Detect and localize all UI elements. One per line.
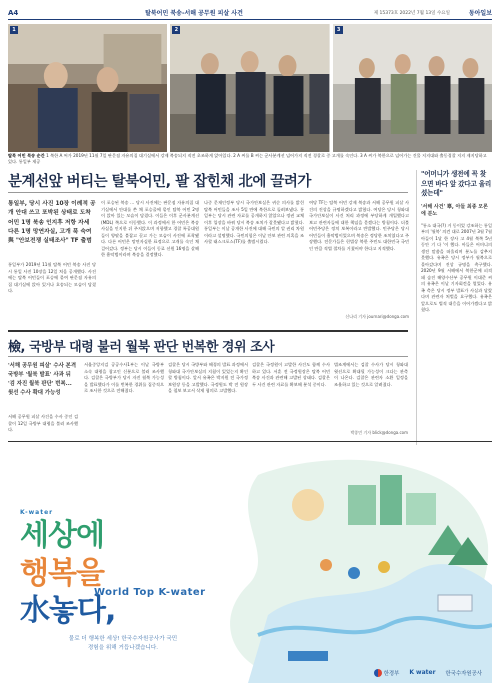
photo-3-image: [333, 24, 492, 152]
ad-title-line-1: 세상에: [20, 518, 104, 553]
page-number: A4: [8, 8, 19, 17]
ad-logos: [374, 669, 482, 678]
ad-separator: [8, 441, 492, 442]
section-title: 탈북어민 북송-서해 공무원 피살 사건: [145, 10, 243, 17]
photo-1-number: 1: [10, 26, 18, 34]
main-column-1: 통일부가 2019년 11월 탈북 어민 북송 사진 당시 통일 사진 10장을 12일 처음 공개했다. 사진에는 탈북 어민들이 포승에 묶여 판문점 자유의집 대기실에 앉아 있거나 호송되는 모습이 담겼다.: [8, 262, 96, 293]
photo-strip: [8, 24, 492, 152]
ad-title: [20, 517, 115, 630]
article2-lead: '서해 공무원 피살' 수사 본격 국방부 '월북 발표' 사과 뒤 '검 자진 월북 판단' 번복... 윗선 수사 확대 가능성: [8, 363, 77, 396]
sidebar-subhead: '서해 사건' 辜, 아들 최종 모론에 분노: [421, 203, 488, 217]
photo-1: [8, 24, 167, 152]
caption-text: 1 북한 A 씨가 2019년 11월 7일 판문점 자유의집 대기실에서 강제 북송되지 직전 초조하게 앉아있다. 2 A 씨를 B 씨는 군사분계선 넘어가지 직전 경찰로 중 고개를 숙인다. 3 A 씨가 북한으로 넘어가는 건물 저지대와 출동경찰 저지 제지당하고 있다. 통일부 제공: [8, 153, 487, 164]
ad-copy: 물로 더 행복한 세상! 한국수자원공사가 국민경험을 위해 거듭나겠습니다.: [68, 636, 178, 651]
article2-column-5: 법조계에서는 검찰 수사가 당시 청와대 윗선으로 확대될 가능성이 크다는 관측이 나온다. 검찰은 관련자 소환 일정을 조율하고 있는 것으로 알려졌다.: [334, 362, 408, 387]
photo-2: [170, 24, 329, 152]
article2-top-rule: [8, 330, 408, 332]
main-byline: 신나리 기자 journari@donga.com: [345, 314, 409, 319]
main-headline: 분계선앞 버티는 탈북어민, 팔 잡힌채 北에 끌려가: [8, 174, 311, 190]
sidebar-body: "통소 대국(?) 거 동이었 강조하는 통일부의 '월북' 의견 대로 2007년 3월 7월 아들이 1달 한 장사 고 4월 북쪽 5년 동안 기 다 '이 했다. 아들은 어머니의 생전 말씀을 떠올리며 분노를 감추지 못했다. 유족은 당시 정부가 월북으로 몰아갔다며 진상 규명을 촉구했다. 2020년 9월 서해에서 북한군에 피격돼 숨진 해양수산부 공무원 이대준 씨의 유족은 이날 기자회견을 열었다. 유족 측은 당시 정부 발표가 사실과 달랐다며 관련자 처벌을 요구했다. 유족은 앞으로도 법적 대응을 이어가겠다고 밝혔다.: [421, 222, 492, 313]
ad-brand-tag: K-water: [20, 509, 54, 516]
photo-3: [333, 24, 492, 152]
article2-headline: 檢, 국방부 대령 불러 월북 판단 번복한 경위 조사: [8, 340, 275, 355]
photo-1-image: [8, 24, 167, 152]
main-column-3: 나중 문재인정부 당시 국가안보실은 귀순 의사를 밝힌 탈북 어민들을 조사 5일 만에 북한으로 돌려보냈다. 통일부는 당시 관련 자료를 공개하지 않았으나 정권 교체 이후 입장을 바꿔 당시 북송 조치가 잘못됐다고 밝혔다. 통일부는 이날 공개한 사진에 대해 국민의 알 권리 차원이라고 설명했다. 국민의힘은 이날 안보 관련 의혹을 조사할 태스크포스(TF)를 출범시켰다.: [204, 200, 304, 244]
main-column-4: 여당 TF는 탈북 어민 강제 북송과 서해 공무원 피살 사건의 진상을 규명하겠다고 밝혔다. 여당은 당시 청와대 국가안보실이 사건 처리 과정에 부당하게 개입했다고 보고 관련자들에 대한 책임을 묻겠다는 방침이다. 더불어민주당은 정치 보복이라고 반발했다. 민주당은 당시 어민들이 흉악범이었으며 북송은 정당한 조치였다고 주장했다. 전문가들은 헌법상 북한 주민도 대한민국 국민인 만큼 적법 절차를 거쳤어야 한다고 지적했다.: [309, 200, 409, 251]
ad-title-line-2: 행복을: [20, 555, 104, 591]
photo-3-number: 3: [335, 26, 343, 34]
main-column-2: 이 포승된 북송 ... 당시 사진에는 판문점 자유의집 대기실에서 안대를 쓴 채 포승줄에 묶인 탈북 어민 2명이 앉아 있는 모습이 담겼다. 이들은 이후 군사분계선(MDL) 쪽으로 이동했다. 이 과정에서 한 어민은 북송 사실을 인지한 뒤 주저앉으며 저항했고 경찰 특공대원들이 양팔을 붙잡고 끌고 가는 모습이 사진에 포착됐다. 다른 어민은 망연자실한 표정으로 고개를 숙인 채 걸어갔다. 정부는 당시 이들이 동료 선원 16명을 살해한 흉악범이라며 북송을 결정했다.: [101, 200, 199, 257]
advertisement[interactable]: [8, 445, 492, 683]
sidebar-quote: "어머니가 생전에 꼭 찾으면 바다 앞 갔다고 울리셨는데": [421, 170, 492, 198]
article2-byline: 박종민 기자 blick@donga.com: [350, 430, 408, 435]
article2-column-3: 검찰은 당시 국방부와 해경의 발표 과정에서 청와대 국가안보실의 지침이 있었는지 확인할 방침이다. 앞서 유족은 박지원 전 국가정보원장 등을 고발했다. 국정원도 박 전 원장을 첩보 보고서 삭제 혐의로 고발했다.: [168, 362, 248, 393]
article2-column-1: 서해 공무원 피살 사건을 수사 중인 검찰이 12일 국방부 대령을 불러 조사했다.: [8, 414, 78, 432]
masthead: [8, 6, 492, 20]
taegeuk-icon: [374, 669, 382, 677]
photo-2-number: 2: [172, 26, 180, 34]
article2-column-2: 서울중앙지검 공공수사1부는 이날 국방부 소속 대령을 참고인 신분으로 불러 조사했다. 검찰은 국방부가 당시 자진 월북 가능성을 발표했다가 이를 번복한 경위를 집중적으로 조사한 것으로 전해졌다.: [84, 362, 164, 393]
kwater-logo: K water: [409, 669, 436, 677]
photo-2-image: [170, 24, 329, 152]
photo-caption: [8, 153, 492, 164]
article2-column-4: 검찰은 국정원이 고발한 사건도 함께 수사하고 있다. 서훈 전 국정원장은 탈북 어민 북송 사건과 관련해 고발된 상태다. 검찰은 두 사건 관련 자료를 확보해 분석 중이다.: [252, 362, 330, 387]
main-lead: 통일부, 당시 사진 10장 이례적 공개 안대 쓰고 포박된 상태로 도착 어민 1명 북송 인지후 저항 자세 다른 1명 망연자실, 고개 푹 숙여 與 "안보전쟁 실태조사" TF 출범: [8, 201, 96, 245]
caption-label: 탈북 어민 북송 순간: [8, 153, 45, 158]
ad-title-line-3: 水놓다,: [20, 593, 116, 628]
kwater-org-name: 한국수자원공사: [445, 670, 482, 677]
issue-meta: 제 15373호 2022년 7월 13일 수요일: [373, 10, 450, 16]
ad-subtitle: World Top K-water: [94, 587, 206, 598]
article2-headline-rule: [8, 356, 408, 357]
headline-rule: [8, 192, 408, 193]
newspaper-name: 동아일보: [468, 10, 492, 17]
ministry-logo: 한경부: [374, 669, 400, 678]
